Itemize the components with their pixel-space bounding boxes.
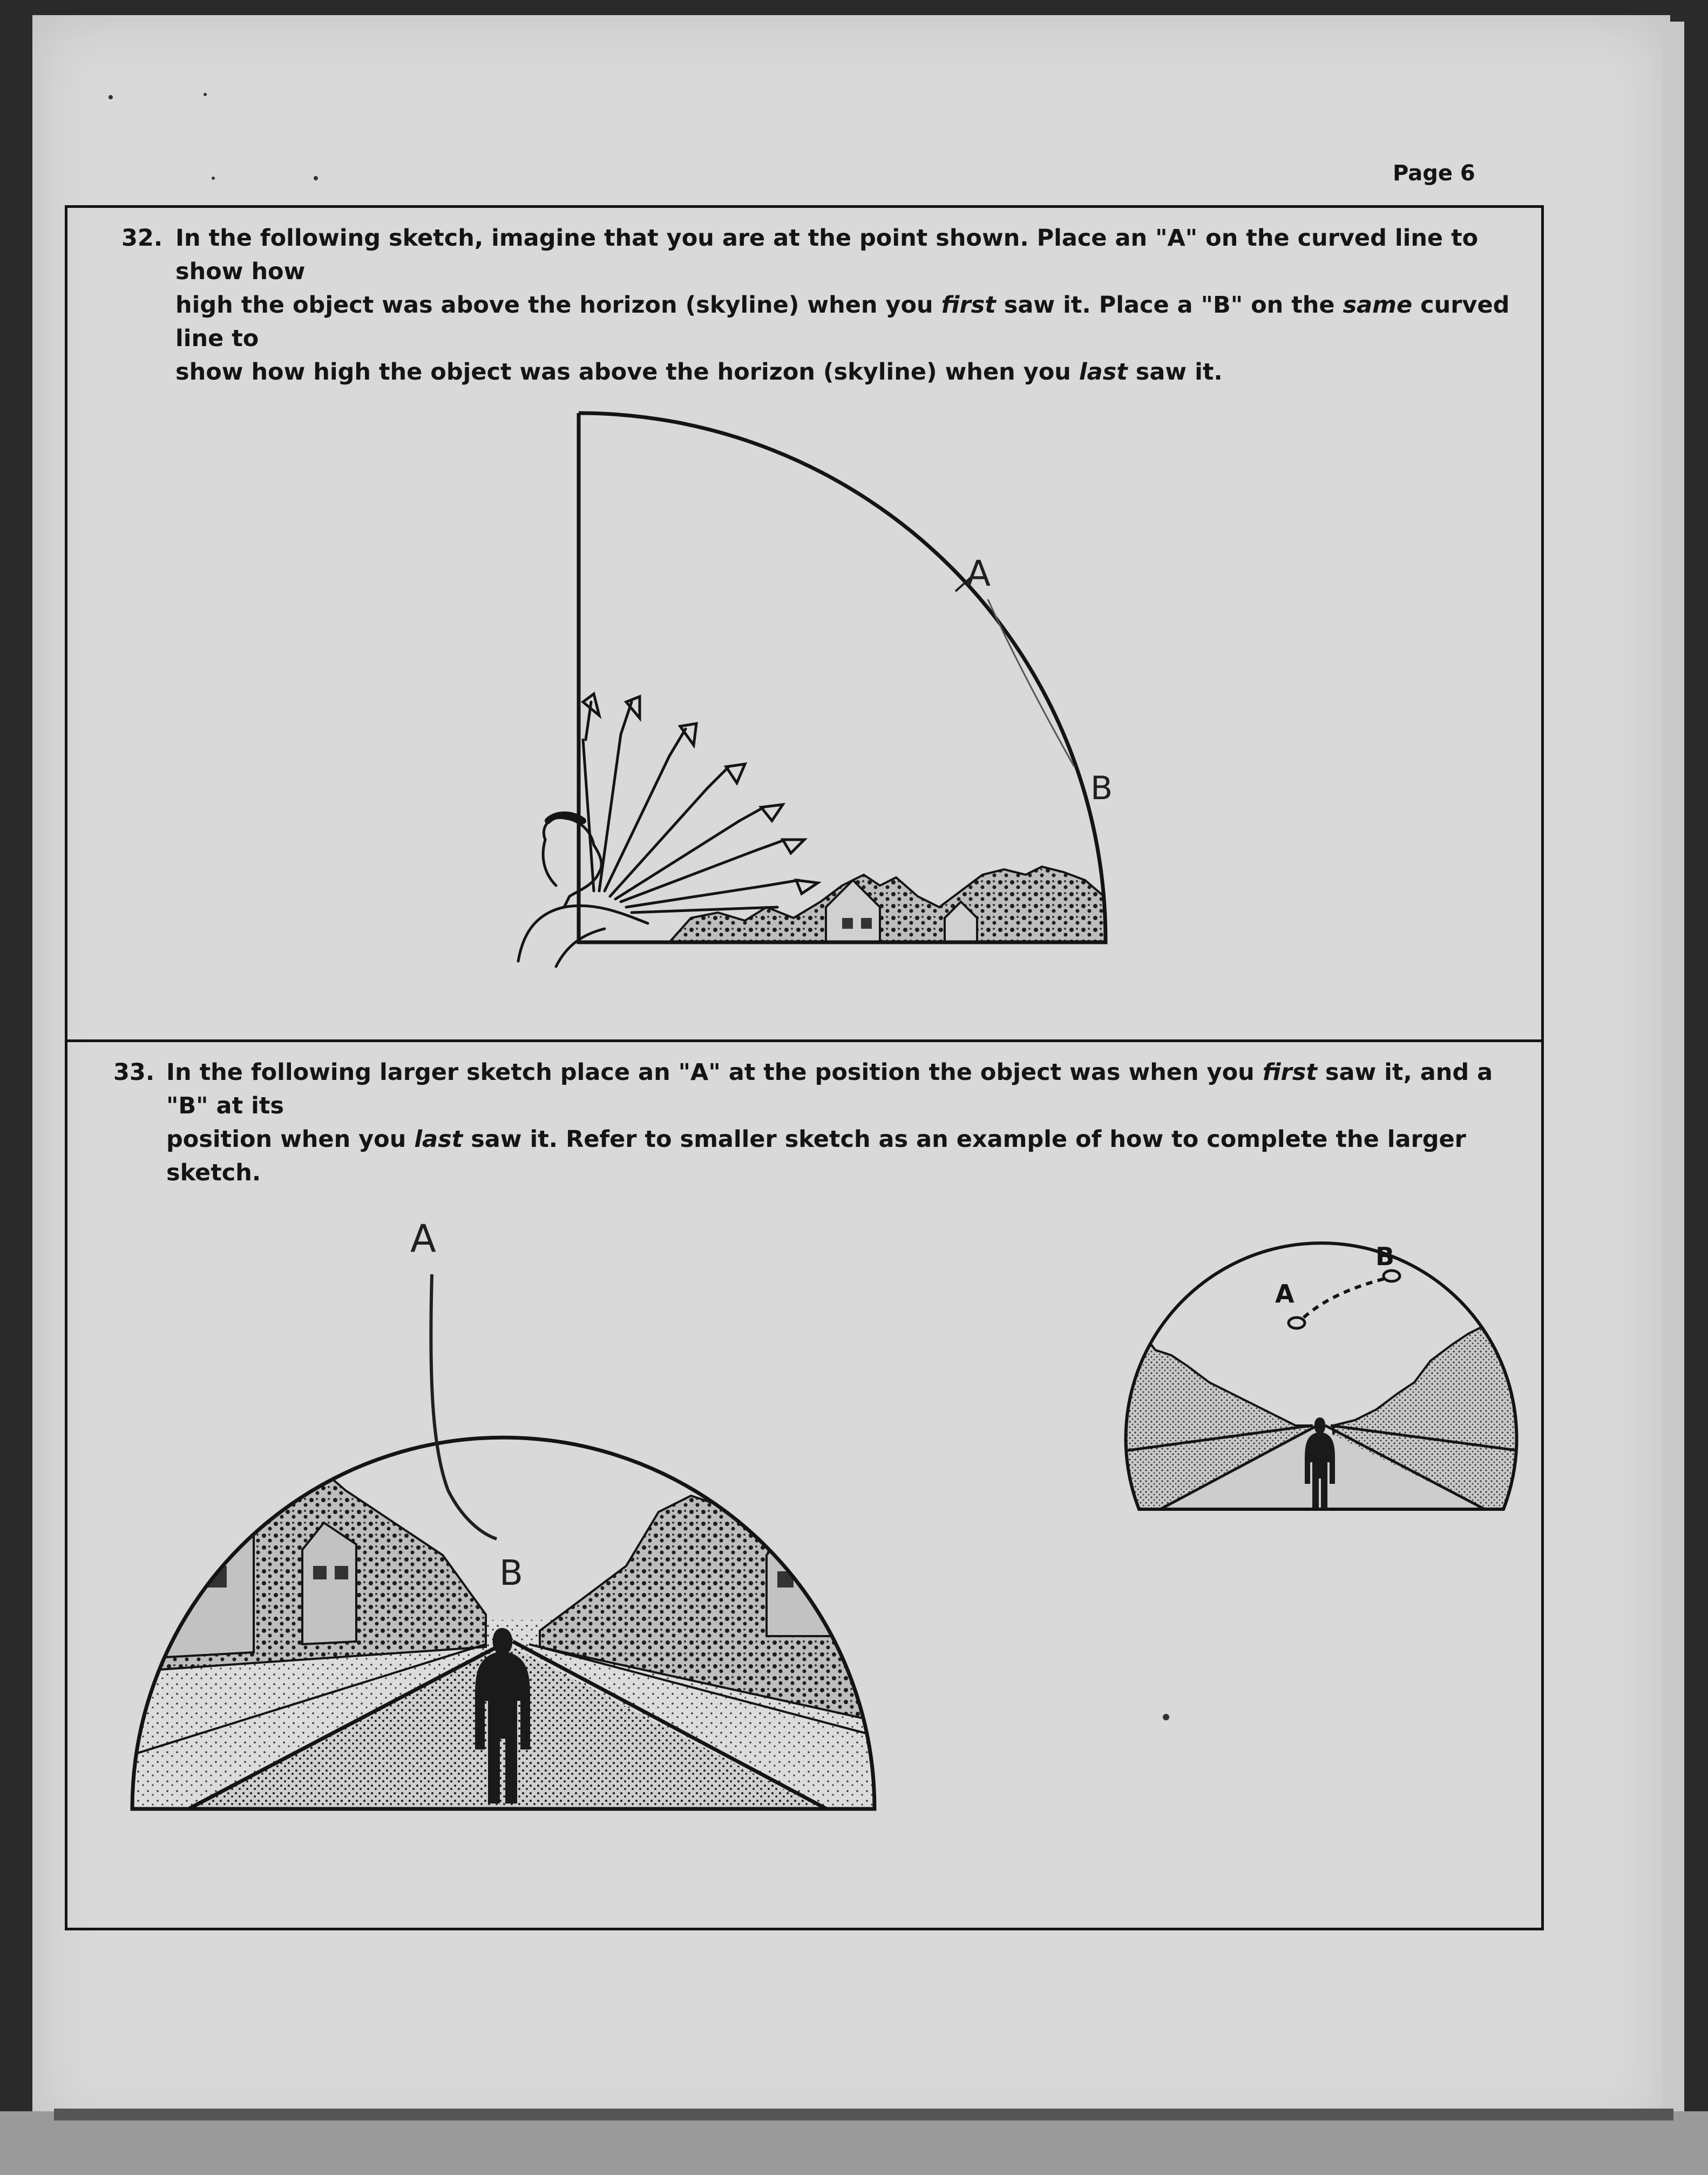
example-street-sketch — [1112, 1226, 1533, 1517]
large-street-sketch — [97, 1217, 907, 1814]
question-32-number: 32. — [121, 225, 163, 252]
example-mark-a: A — [1275, 1279, 1294, 1308]
q32-mark-b: B — [1090, 769, 1113, 807]
skyline-houses — [669, 867, 1106, 942]
question-32-text: In the following sketch, imagine that you are at the point shown. Place an "A" on the curved line to show how high the object was above the horizon (skyline) when you first saw it. Place a "B" on the same curved line to show how high the object was above the horizon (skyline) when you last saw it. — [175, 225, 1510, 386]
page-number: Page 6 — [1393, 161, 1475, 186]
question-33-number: 33. — [113, 1059, 155, 1086]
question-33-text: In the following larger sketch place an "A" at the position the object was when you first saw it, and a "B" at its position when you last saw it. Refer to smaller sketch as an example of how to complete the larger sketch. — [166, 1059, 1493, 1186]
q32-answer-marks — [955, 553, 1113, 807]
q33-mark-a: A — [410, 1217, 436, 1261]
q33-mark-b: B — [499, 1553, 523, 1593]
quadrant-sketch — [518, 413, 1113, 967]
q32-mark-a: A — [966, 553, 991, 595]
example-mark-b: B — [1375, 1242, 1395, 1271]
